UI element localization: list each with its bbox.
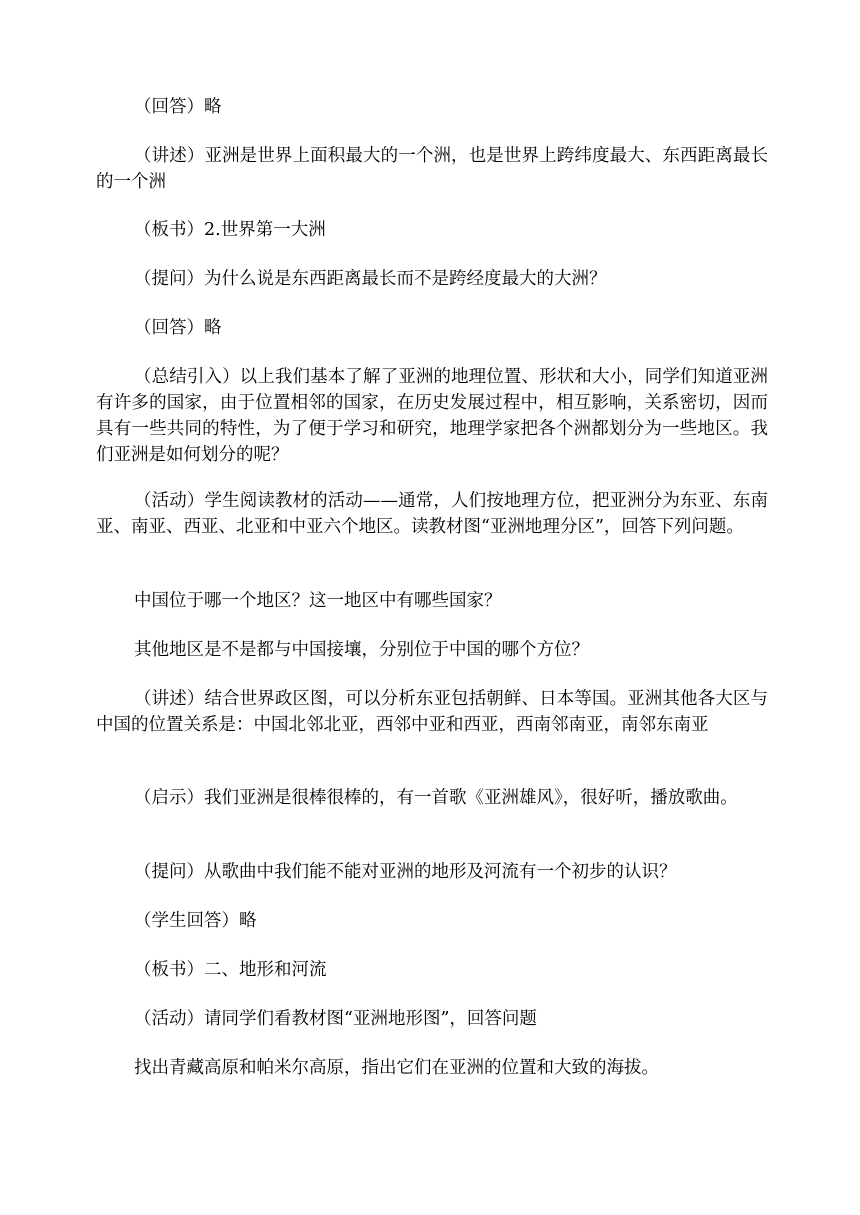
paragraph-question-other-regions: 其他地区是不是都与中国接壤，分别位于中国的哪个方位？ [134, 640, 589, 660]
paragraph-student-answer: （学生回答）略 [134, 911, 257, 931]
paragraph-question-2: （提问）从歌曲中我们能不能对亚洲的地形及河流有一个初步的认识？ [134, 862, 677, 882]
paragraph-activity-1: （活动）学生阅读教材的活动——通常，人们按地理方位，把亚洲分为东亚、东南亚、南亚、西亚、北亚和中亚六个地区。读教材图“亚洲地理分区”，回答下列问题。 [96, 491, 768, 537]
paragraph-lecture-1: （讲述）亚洲是世界上面积最大的一个洲，也是世界上跨纬度最大、东西距离最长的一个洲 [96, 146, 768, 192]
paragraph-inspiration: （启示）我们亚洲是很棒很棒的，有一首歌《亚洲雄风》，很好听，播放歌曲。 [134, 788, 738, 808]
paragraph-summary-intro: （总结引入）以上我们基本了解了亚洲的地理位置、形状和大小，同学们知道亚洲有许多的国家，由于位置相邻的国家，在历史发展过程中，相互影响，关系密切，因而具有一些共同的特性，为了便于学习和研究，地理学家把各个洲都划分为一些地区。我们亚洲是如何划分的呢？ [96, 367, 768, 465]
paragraph-answer-1: （回答）略 [134, 97, 222, 117]
paragraph-activity-2: （活动）请同学们看教材图“亚洲地形图”，回答问题 [134, 1009, 537, 1029]
paragraph-task-plateaus: 找出青藏高原和帕米尔高原，指出它们在亚洲的位置和大致的海拔。 [134, 1058, 659, 1078]
paragraph-question-1: （提问）为什么说是东西距离最长而不是跨经度最大的大洲？ [134, 269, 607, 289]
paragraph-board-2: （板书）二、地形和河流 [134, 960, 327, 980]
paragraph-question-china-region: 中国位于哪一个地区？这一地区中有哪些国家？ [134, 591, 502, 611]
paragraph-board-1: （板书）2.世界第一大洲 [134, 220, 326, 240]
paragraph-answer-2: （回答）略 [134, 318, 222, 338]
paragraph-lecture-2: （讲述）结合世界政区图，可以分析东亚包括朝鲜、日本等国。亚洲其他各大区与中国的位置关系是：中国北邻北亚，西邻中亚和西亚，西南邻南亚，南邻东南亚 [96, 689, 768, 735]
